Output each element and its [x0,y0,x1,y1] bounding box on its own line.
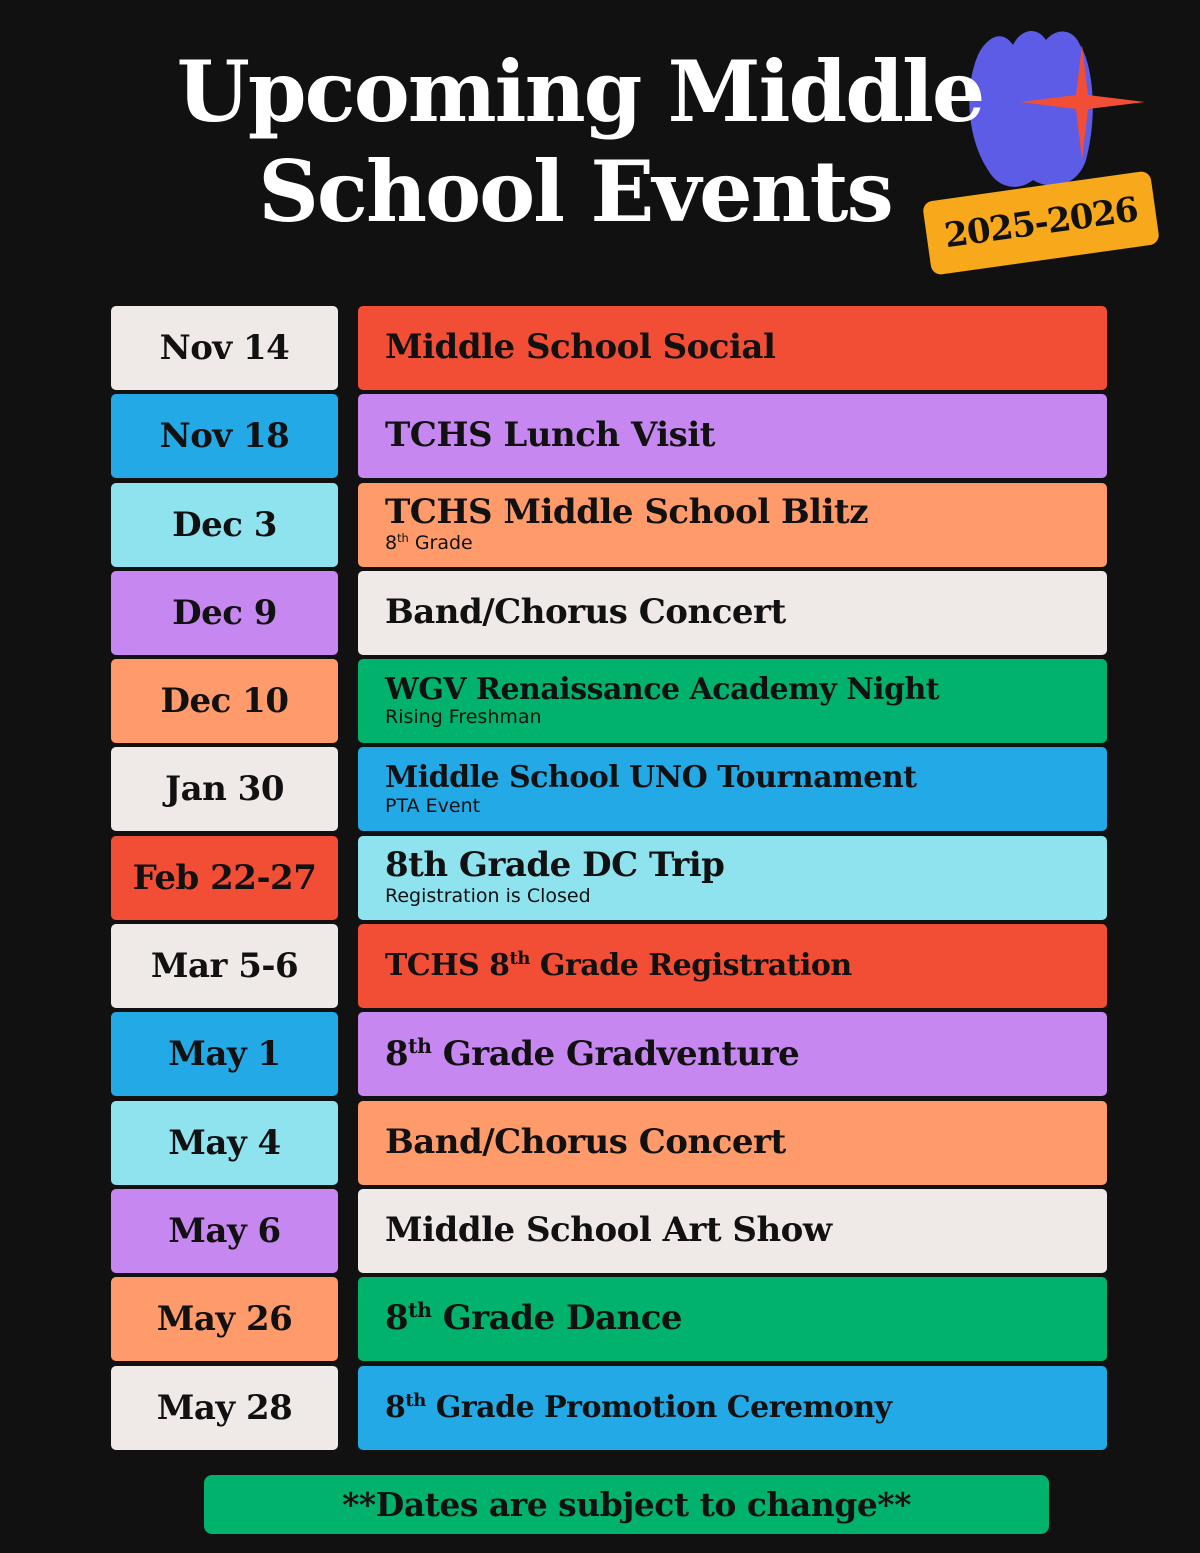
event-date: May 28 [111,1366,338,1450]
event-title-rest: Grade Promotion Ceremony [425,1389,892,1425]
event-subtitle [385,886,1107,907]
event-detail [358,924,1107,1008]
event-date: May 26 [111,1277,338,1361]
event-detail [358,483,1107,567]
event-title [385,1298,1107,1339]
event-subtitle-text: Registration is Closed [385,885,591,908]
event-row [111,924,1107,1008]
event-row [111,571,1107,655]
event-title [385,1121,1107,1162]
event-title-text: 8th Grade DC Trip [385,845,725,886]
event-title-text: 8 [385,1033,409,1074]
event-title-text: 8 [385,1389,406,1425]
event-date: May 4 [111,1101,338,1185]
event-subtitle [385,796,1107,817]
event-row [111,836,1107,920]
event-title [385,762,1107,794]
event-title-text: Middle School UNO Tournament [385,760,917,796]
event-subtitle-text: 8 [385,531,398,554]
page-title-line-2: School Events [258,142,892,241]
event-detail [358,1101,1107,1185]
event-title-text: TCHS Lunch Visit [385,415,715,456]
event-detail [358,747,1107,831]
event-row [111,1189,1107,1273]
event-title-ordinal: th [405,1390,426,1412]
page-title-line-1: Upcoming Middle [176,42,984,141]
event-row [111,1101,1107,1185]
event-row [111,1366,1107,1450]
event-title [385,671,1107,707]
event-row [111,747,1107,831]
event-detail [358,1277,1107,1361]
event-detail [358,1189,1107,1273]
event-title-text: Band/Chorus Concert [385,1121,786,1162]
event-date: Dec 10 [111,659,338,743]
event-date: Nov 14 [111,306,338,390]
event-row [111,394,1107,478]
event-title-text: Band/Chorus Concert [385,592,786,633]
event-subtitle-ordinal: th [397,531,409,546]
event-title [385,845,1107,886]
disclaimer-note: **Dates are subject to change** [204,1475,1049,1534]
event-date: Jan 30 [111,747,338,831]
event-subtitle-text: PTA Event [385,794,481,817]
event-row [111,659,1107,743]
header [0,0,1200,300]
event-title [385,1033,1107,1074]
event-date: May 6 [111,1189,338,1273]
event-title-ordinal: th [408,1298,432,1323]
event-title [385,1389,1107,1425]
event-subtitle [385,533,1107,554]
events-list [111,306,1107,1454]
event-detail [358,306,1107,390]
event-detail [358,571,1107,655]
event-row [111,1012,1107,1096]
event-title-rest: Grade Dance [431,1298,683,1339]
event-detail [358,659,1107,743]
event-title [385,1210,1107,1251]
event-title [385,492,1107,533]
event-title-ordinal: th [408,1033,432,1058]
event-title [385,327,1107,368]
event-title-text: TCHS 8 [385,948,510,984]
event-detail [358,1366,1107,1450]
event-title-text: Middle School Social [385,327,776,368]
event-title-text: TCHS Middle School Blitz [385,492,869,533]
event-date: Feb 22-27 [111,836,338,920]
event-row [111,306,1107,390]
event-subtitle [385,707,1107,728]
event-row [111,483,1107,567]
event-subtitle-text: Rising Freshman [385,706,542,729]
event-date: May 1 [111,1012,338,1096]
event-row [111,1277,1107,1361]
year-badge: 2025-2026 [922,170,1160,275]
event-title [385,415,1107,456]
event-title-text: WGV Renaissance Academy Night [385,671,940,707]
event-title-text: Middle School Art Show [385,1210,832,1251]
event-title-rest: Grade Registration [529,948,852,984]
event-detail [358,836,1107,920]
event-title [385,592,1107,633]
event-date: Mar 5-6 [111,924,338,1008]
event-title-ordinal: th [509,948,530,970]
event-title [385,950,1107,982]
event-detail [358,394,1107,478]
event-subtitle-rest: Grade [408,531,473,554]
event-detail [358,1012,1107,1096]
event-title-text: 8 [385,1298,409,1339]
event-date: Dec 9 [111,571,338,655]
event-date: Nov 18 [111,394,338,478]
event-date: Dec 3 [111,483,338,567]
event-title-rest: Grade Gradventure [431,1033,800,1074]
